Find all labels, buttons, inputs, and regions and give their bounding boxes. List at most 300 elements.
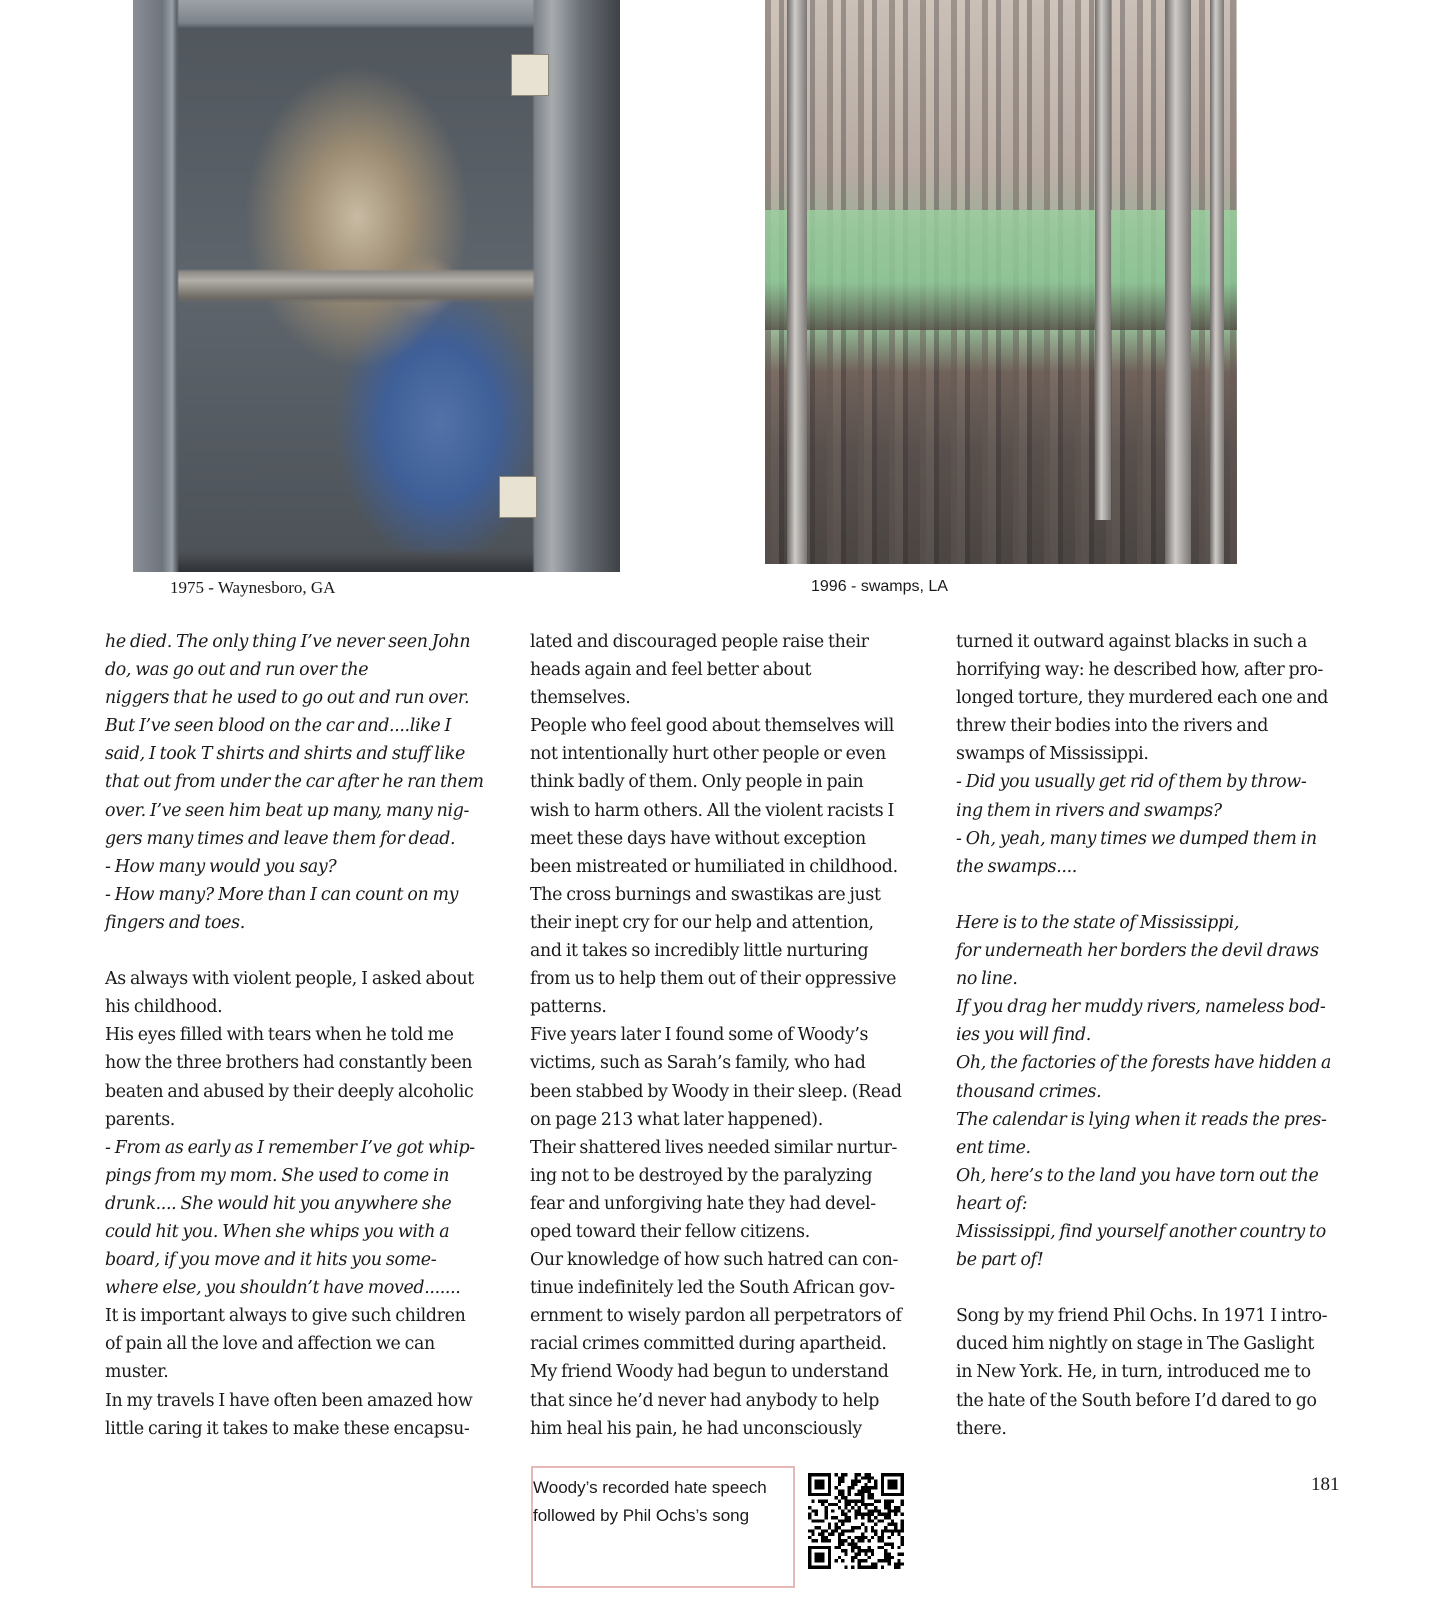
qr-finder	[901, 1473, 904, 1496]
text-line: could hit you. When she whips you with a	[105, 1221, 450, 1242]
qr-module	[838, 1526, 841, 1529]
qr-module	[811, 1509, 814, 1512]
qr-module	[841, 1473, 844, 1476]
text-line: pings from my mom. She used to come in	[105, 1165, 450, 1186]
qr-module	[864, 1473, 867, 1476]
qr-module	[854, 1509, 857, 1512]
qr-module	[897, 1562, 900, 1565]
qr-module	[838, 1519, 841, 1522]
qr-module	[834, 1516, 837, 1519]
qr-module	[825, 1536, 828, 1539]
qr-module	[834, 1503, 837, 1506]
text-line: - Oh, yeah, many times we dumped them in	[956, 828, 1317, 849]
qr-module	[864, 1486, 867, 1489]
qr-module	[868, 1476, 871, 1479]
text-line: ing not to be destroyed by the paralyzing	[530, 1165, 873, 1186]
text-line: little caring it takes to make these encapsu-	[105, 1418, 470, 1439]
text-line: board, if you move and it hits you some-	[105, 1250, 437, 1271]
qr-module	[844, 1503, 847, 1506]
audio-link-box[interactable]	[531, 1466, 795, 1588]
qr-module	[868, 1546, 871, 1549]
text-line: no line.	[956, 969, 1018, 990]
qr-module	[864, 1506, 867, 1509]
qr-module	[844, 1519, 847, 1522]
text-line: drunk.... She would hit you anywhere she	[105, 1193, 452, 1214]
qr-module	[864, 1529, 867, 1532]
qr-module	[854, 1516, 857, 1519]
qr-module	[831, 1516, 834, 1519]
qr-module	[878, 1536, 881, 1539]
text-line: tinue indefinitely led the South African gov-	[530, 1278, 895, 1299]
qr-module	[825, 1513, 828, 1516]
text-line: fear and unforgiving hate they had devel-	[530, 1193, 876, 1214]
qr-module	[841, 1513, 844, 1516]
qr-module	[874, 1562, 877, 1565]
qr-module	[884, 1556, 887, 1559]
qr-module	[868, 1496, 871, 1499]
qr-module	[874, 1509, 877, 1512]
text-line: swamps of Mississippi.	[956, 744, 1149, 765]
text-line: ent time.	[956, 1137, 1031, 1158]
qr-module	[825, 1516, 828, 1519]
qr-module	[868, 1503, 871, 1506]
qr-module	[861, 1490, 864, 1493]
qr-module	[841, 1523, 844, 1526]
text-line: - How many? More than I can count on my	[105, 884, 459, 905]
text-line: his childhood.	[105, 997, 223, 1018]
qr-module	[887, 1503, 890, 1506]
qr-module	[854, 1513, 857, 1516]
text-line: ernment to wisely pardon all perpetrators of	[530, 1306, 902, 1327]
qr-module	[881, 1539, 884, 1542]
qr-module	[868, 1480, 871, 1483]
qr-module	[815, 1526, 818, 1529]
qr-module	[887, 1499, 890, 1502]
photo-screen-door-waynesboro	[133, 0, 620, 572]
qr-module	[841, 1533, 844, 1536]
qr-module	[864, 1536, 867, 1539]
qr-module	[841, 1539, 844, 1542]
qr-module	[884, 1513, 887, 1516]
qr-module	[808, 1513, 811, 1516]
qr-finder	[881, 1473, 904, 1476]
qr-module	[858, 1509, 861, 1512]
qr-module	[871, 1526, 874, 1529]
qr-module	[851, 1543, 854, 1546]
qr-module	[864, 1490, 867, 1493]
qr-module	[841, 1496, 844, 1499]
qr-module	[887, 1529, 890, 1532]
qr-module	[825, 1506, 828, 1509]
qr-module	[808, 1529, 811, 1532]
text-line: he died. The only thing I’ve never seen John	[105, 632, 471, 652]
qr-module	[897, 1509, 900, 1512]
qr-finder	[881, 1473, 884, 1496]
text-line: wish to harm others. All the violent racists I	[530, 800, 894, 821]
qr-module	[848, 1490, 851, 1493]
qr-module	[854, 1480, 857, 1483]
qr-module	[871, 1476, 874, 1479]
door-hinge-bottom	[499, 476, 537, 518]
qr-module	[884, 1559, 887, 1562]
qr-module	[811, 1539, 814, 1542]
qr-module	[884, 1526, 887, 1529]
qr-finder	[828, 1473, 831, 1496]
qr-module	[897, 1566, 900, 1569]
qr-module	[887, 1552, 890, 1555]
qr-module	[901, 1529, 904, 1532]
qr-module	[884, 1543, 887, 1546]
text-line: ies you will find.	[956, 1025, 1091, 1046]
text-line: for underneath her borders the devil draws	[956, 941, 1319, 962]
qr-module	[868, 1539, 871, 1542]
text-column-3	[956, 628, 1352, 1443]
qr-module	[864, 1559, 867, 1562]
qr-module	[881, 1529, 884, 1532]
qr-module	[881, 1533, 884, 1536]
qr-module	[871, 1493, 874, 1496]
text-line: him heal his pain, he had unconsciously	[530, 1418, 862, 1439]
qr-module	[848, 1543, 851, 1546]
text-line: victims, such as Sarah’s family, who had	[530, 1053, 866, 1074]
qr-finder	[815, 1480, 825, 1490]
text-line: oped toward their fellow citizens.	[530, 1221, 810, 1242]
qr-module	[878, 1513, 881, 1516]
qr-module	[838, 1543, 841, 1546]
text-line: from us to help them out of their oppressive	[530, 969, 897, 990]
qr-module	[858, 1493, 861, 1496]
qr-module	[838, 1490, 841, 1493]
qr-module	[861, 1533, 864, 1536]
qr-module	[884, 1503, 887, 1506]
qr-module	[851, 1480, 854, 1483]
qr-module	[901, 1503, 904, 1506]
qr-module	[874, 1483, 877, 1486]
qr-module	[841, 1549, 844, 1552]
text-line: If you drag her muddy rivers, nameless bod-	[956, 997, 1326, 1018]
qr-module	[854, 1543, 857, 1546]
qr-module	[844, 1473, 847, 1476]
qr-module	[848, 1509, 851, 1512]
page-number: 181	[1311, 1474, 1340, 1495]
qr-module	[868, 1493, 871, 1496]
qr-module	[838, 1480, 841, 1483]
text-line: His eyes filled with tears when he told me	[105, 1025, 454, 1046]
text-line: It is important always to give such children	[105, 1306, 466, 1327]
qr-module	[858, 1536, 861, 1539]
tree-trunk	[787, 0, 807, 564]
audio-link-line-2: followed by Phil Ochs’s song	[533, 1506, 750, 1525]
qr-module	[884, 1529, 887, 1532]
qr-module	[871, 1529, 874, 1532]
text-line	[105, 937, 505, 965]
qr-module	[821, 1519, 824, 1522]
qr-module	[891, 1529, 894, 1532]
qr-module	[874, 1480, 877, 1483]
qr-module	[901, 1523, 904, 1526]
qr-module	[891, 1533, 894, 1536]
text-line: turned it outward against blacks in such a	[956, 632, 1308, 652]
qr-finder	[815, 1552, 825, 1562]
tree-trunk	[1165, 0, 1191, 564]
text-line: Their shattered lives needed similar nurtur-	[530, 1137, 898, 1158]
qr-module	[868, 1473, 871, 1476]
qr-module	[815, 1513, 818, 1516]
qr-module	[854, 1483, 857, 1486]
text-line: that since he’d never had anybody to help	[530, 1390, 879, 1411]
qr-module	[891, 1509, 894, 1512]
qr-module	[894, 1529, 897, 1532]
text-line: meet these days have without exception	[530, 828, 866, 849]
qr-module	[815, 1539, 818, 1542]
text-line: the swamps....	[956, 856, 1077, 877]
text-line: As always with violent people, I asked about	[105, 969, 474, 990]
qr-module	[874, 1516, 877, 1519]
qr-module	[831, 1503, 834, 1506]
qr-module	[854, 1499, 857, 1502]
text-line: The calendar is lying when it reads the pres-	[956, 1109, 1327, 1130]
photo-caption-left: 1975 - Waynesboro, GA	[170, 578, 336, 597]
qr-module	[894, 1566, 897, 1569]
qr-module	[848, 1503, 851, 1506]
text-line: do, was go out and run over the	[105, 660, 369, 681]
qr-module	[844, 1496, 847, 1499]
qr-module	[901, 1552, 904, 1555]
qr-module	[878, 1519, 881, 1522]
qr-module	[861, 1566, 864, 1569]
qr-module	[871, 1496, 874, 1499]
qr-module	[825, 1509, 828, 1512]
qr-module	[851, 1556, 854, 1559]
qr-module	[881, 1513, 884, 1516]
qr-module	[861, 1523, 864, 1526]
qr-module	[854, 1546, 857, 1549]
qr-module	[854, 1556, 857, 1559]
qr-module	[811, 1499, 814, 1502]
qr-module	[838, 1556, 841, 1559]
qr-module	[894, 1562, 897, 1565]
qr-module	[861, 1503, 864, 1506]
text-column-2	[530, 628, 930, 1443]
qr-module	[851, 1529, 854, 1532]
qr-module	[848, 1486, 851, 1489]
qr-module	[838, 1533, 841, 1536]
text-line: But I’ve seen blood on the car and....like I	[105, 716, 451, 737]
qr-module	[818, 1533, 821, 1536]
qr-module	[808, 1516, 811, 1519]
qr-module	[864, 1503, 867, 1506]
text-line: over. I’ve seen him beat up many, many nig-	[105, 800, 470, 821]
text-line: be part of!	[956, 1250, 1044, 1271]
qr-module	[868, 1519, 871, 1522]
qr-module	[815, 1519, 818, 1522]
qr-module	[834, 1559, 837, 1562]
qr-module	[864, 1566, 867, 1569]
text-line: on page 213 what later happened).	[530, 1109, 823, 1130]
qr-module	[901, 1562, 904, 1565]
tree-trunk	[1210, 0, 1224, 564]
photo-caption-right: 1996 - swamps, LA	[811, 578, 948, 595]
door-hinge-top	[511, 54, 549, 96]
qr-module	[887, 1506, 890, 1509]
qr-module	[901, 1536, 904, 1539]
qr-module	[811, 1529, 814, 1532]
qr-module	[825, 1499, 828, 1502]
text-line: been stabbed by Woody in their sleep. (Read	[530, 1081, 902, 1102]
qr-module	[854, 1473, 857, 1476]
qr-finder	[881, 1493, 904, 1496]
qr-module	[821, 1529, 824, 1532]
text-line: threw their bodies into the rivers and	[956, 716, 1269, 737]
qr-module	[901, 1513, 904, 1516]
qr-module	[811, 1519, 814, 1522]
qr-module	[868, 1556, 871, 1559]
qr-module	[858, 1562, 861, 1565]
qr-module	[831, 1533, 834, 1536]
text-line: The cross burnings and swastikas are just	[530, 884, 881, 905]
qr-module	[871, 1566, 874, 1569]
qr-module	[815, 1509, 818, 1512]
qr-module	[871, 1552, 874, 1555]
qr-module	[881, 1566, 884, 1569]
qr-module	[848, 1529, 851, 1532]
text-line: Our knowledge of how such hatred can con-	[530, 1250, 899, 1271]
qr-module	[868, 1516, 871, 1519]
qr-module	[874, 1506, 877, 1509]
qr-module	[834, 1529, 837, 1532]
qr-module	[878, 1559, 881, 1562]
qr-module	[864, 1549, 867, 1552]
text-line: lated and discouraged people raise their	[530, 632, 869, 652]
qr-module	[854, 1526, 857, 1529]
qr-module	[858, 1546, 861, 1549]
qr-finder	[808, 1546, 811, 1569]
qr-module	[861, 1559, 864, 1562]
qr-module	[887, 1556, 890, 1559]
qr-module	[848, 1516, 851, 1519]
qr-module	[841, 1476, 844, 1479]
qr-module	[858, 1473, 861, 1476]
qr-module	[871, 1549, 874, 1552]
qr-module	[841, 1509, 844, 1512]
qr-module	[825, 1529, 828, 1532]
qr-module	[874, 1529, 877, 1532]
qr-module	[838, 1476, 841, 1479]
qr-module	[861, 1516, 864, 1519]
text-line: not intentionally hurt other people or even	[530, 744, 886, 765]
text-line: muster.	[105, 1362, 169, 1383]
qr-module	[871, 1486, 874, 1489]
qr-module	[884, 1552, 887, 1555]
qr-module	[897, 1559, 900, 1562]
qr-module	[844, 1552, 847, 1555]
qr-finder	[808, 1493, 831, 1496]
qr-finder	[808, 1473, 831, 1476]
photo-swamp-louisiana	[765, 0, 1237, 564]
qr-code-icon[interactable]	[808, 1473, 904, 1569]
qr-module	[871, 1519, 874, 1522]
text-line: been mistreated or humiliated in childhood.	[530, 856, 898, 877]
text-line: there.	[956, 1418, 1007, 1439]
qr-module	[874, 1486, 877, 1489]
text-line: that out from under the car after he ran them	[105, 772, 484, 793]
qr-module	[848, 1536, 851, 1539]
qr-finder	[887, 1480, 897, 1490]
qr-module	[838, 1483, 841, 1486]
qr-module	[897, 1529, 900, 1532]
qr-module	[821, 1536, 824, 1539]
qr-module	[864, 1513, 867, 1516]
qr-module	[818, 1499, 821, 1502]
qr-module	[891, 1556, 894, 1559]
qr-module	[848, 1493, 851, 1496]
qr-module	[891, 1543, 894, 1546]
qr-module	[861, 1513, 864, 1516]
qr-module	[831, 1509, 834, 1512]
qr-module	[844, 1499, 847, 1502]
qr-module	[821, 1539, 824, 1542]
qr-module	[831, 1529, 834, 1532]
qr-module	[844, 1516, 847, 1519]
qr-module	[844, 1549, 847, 1552]
qr-module	[844, 1513, 847, 1516]
qr-module	[851, 1559, 854, 1562]
qr-module	[887, 1562, 890, 1565]
qr-module	[838, 1493, 841, 1496]
qr-module	[864, 1552, 867, 1555]
qr-module	[854, 1493, 857, 1496]
qr-module	[828, 1533, 831, 1536]
qr-module	[901, 1526, 904, 1529]
qr-module	[864, 1483, 867, 1486]
qr-module	[881, 1519, 884, 1522]
qr-module	[894, 1509, 897, 1512]
qr-module	[891, 1546, 894, 1549]
qr-module	[851, 1506, 854, 1509]
qr-module	[838, 1506, 841, 1509]
tree-trunk	[1095, 0, 1111, 520]
qr-module	[851, 1526, 854, 1529]
qr-module	[838, 1499, 841, 1502]
qr-module	[887, 1559, 890, 1562]
qr-module	[821, 1533, 824, 1536]
qr-module	[874, 1533, 877, 1536]
text-line: of pain all the love and affection we can	[105, 1334, 435, 1355]
text-line: gers many times and leave them for dead.	[105, 828, 456, 849]
qr-module	[897, 1552, 900, 1555]
qr-module	[894, 1526, 897, 1529]
qr-module	[854, 1536, 857, 1539]
qr-module	[861, 1539, 864, 1542]
qr-module	[808, 1536, 811, 1539]
text-line: ing them in rivers and swamps?	[956, 800, 1222, 821]
qr-module	[841, 1490, 844, 1493]
qr-module	[878, 1499, 881, 1502]
qr-module	[894, 1513, 897, 1516]
qr-module	[878, 1539, 881, 1542]
qr-module	[868, 1513, 871, 1516]
qr-module	[834, 1473, 837, 1476]
qr-module	[861, 1499, 864, 1502]
qr-module	[848, 1519, 851, 1522]
audio-link-line-1: Woody’s recorded hate speech	[533, 1478, 767, 1497]
qr-module	[894, 1523, 897, 1526]
text-line: their inept cry for our help and attention,	[530, 912, 874, 933]
text-line: fingers and toes.	[105, 912, 245, 933]
qr-module	[851, 1546, 854, 1549]
qr-module	[858, 1506, 861, 1509]
qr-module	[881, 1536, 884, 1539]
